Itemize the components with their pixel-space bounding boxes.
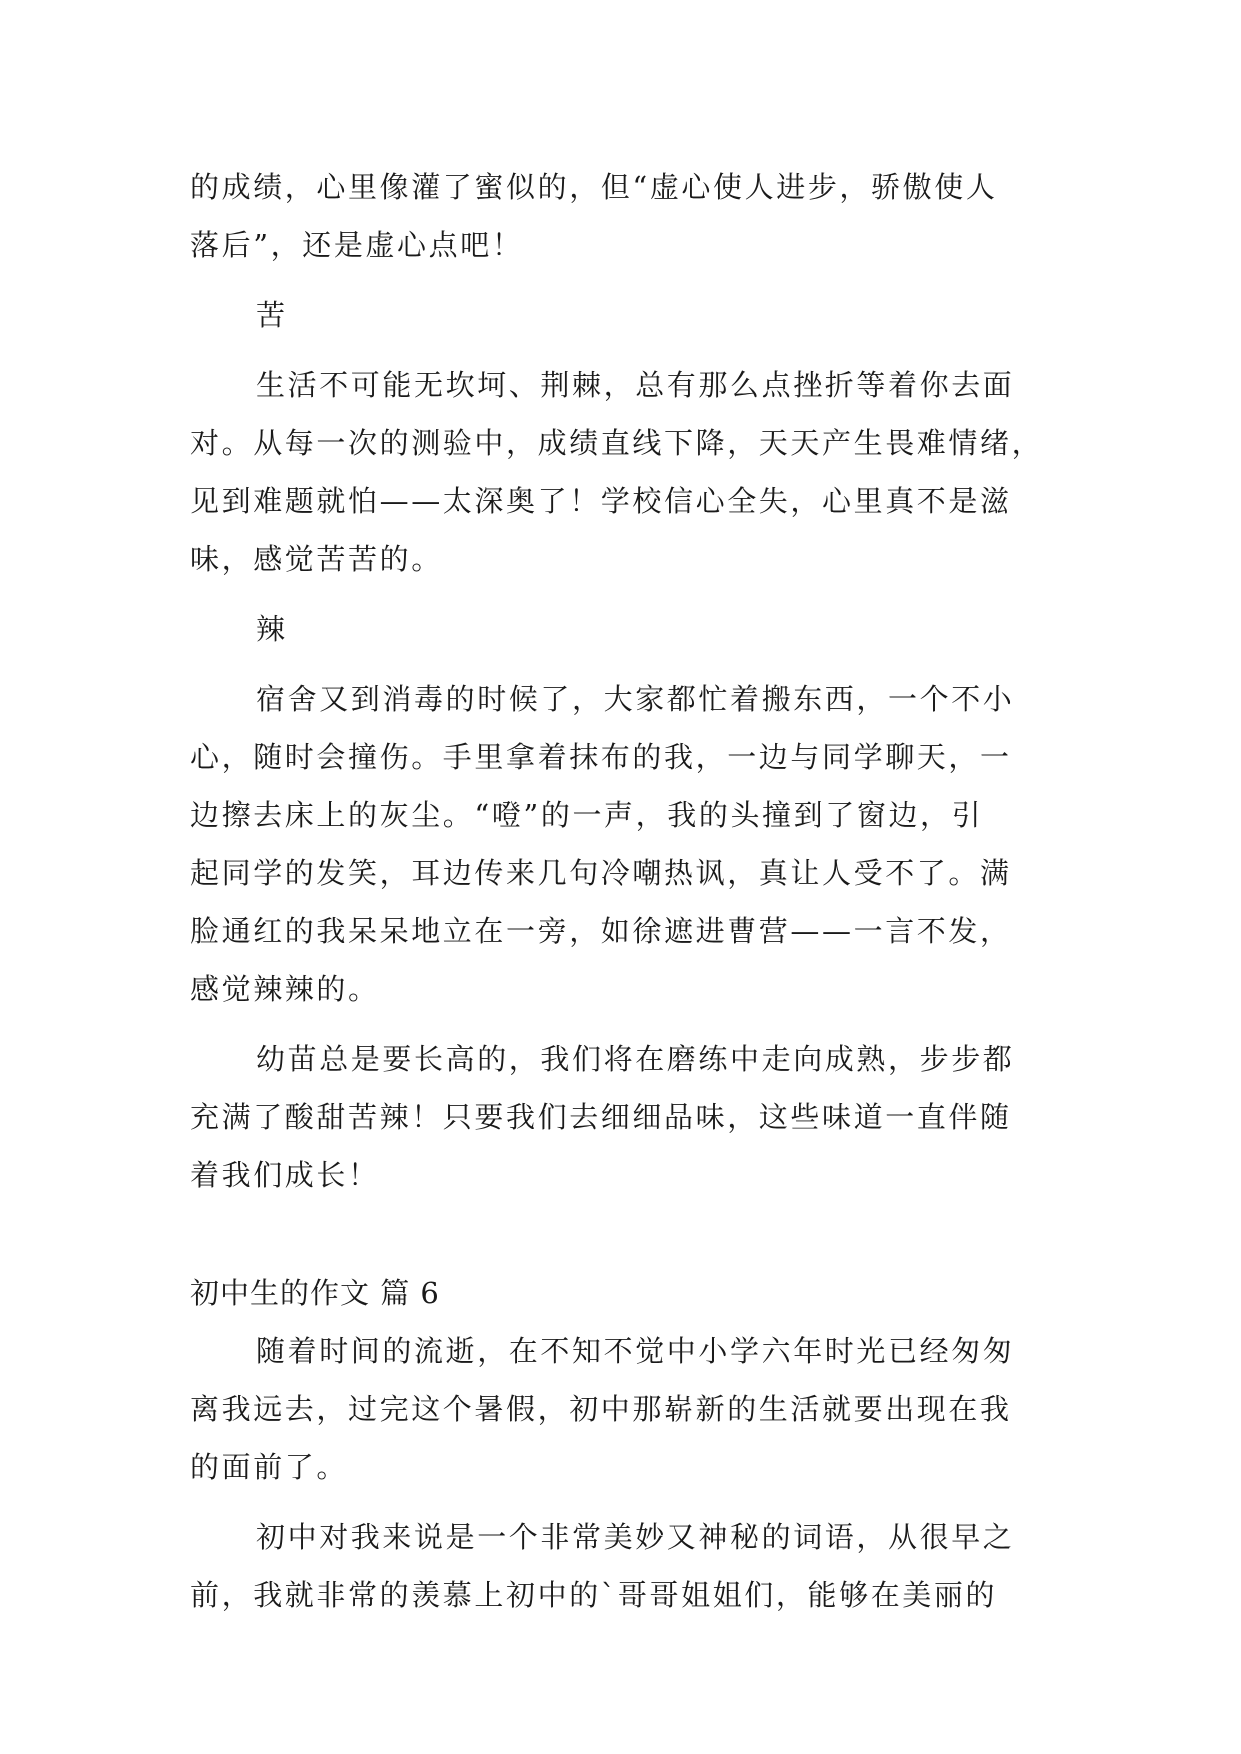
paragraph-s6-1 <box>190 1322 1050 1496</box>
text-line: 落后”，还是虚心点吧！ <box>190 228 524 262</box>
text-line: 的成绩，心里像灌了蜜似的，但“虚心使人进步，骄傲使人 <box>190 170 998 204</box>
text-line: 宿舍又到消毒的时候了，大家都忙着搬东西，一个不小 <box>256 682 1015 716</box>
essay-section-title: 初中生的作文 篇 6 <box>190 1276 440 1310</box>
text-line: 味，感觉苦苦的。 <box>190 542 443 576</box>
text-line: 边擦去床上的灰尘。“噔”的一声，我的头撞到了窗边，引 <box>190 798 984 832</box>
text-line: 生活不可能无坎坷、荆棘，总有那么点挫折等着你去面 <box>256 368 1015 402</box>
text-line: 感觉辣辣的。 <box>190 972 380 1006</box>
document-body <box>190 158 1050 1624</box>
paragraph-s6-2 <box>190 1508 1050 1624</box>
section-heading-la: 辣 <box>256 612 288 646</box>
text-line: 心，随时会撞伤。手里拿着抹布的我，一边与同学聊天，一 <box>190 740 1012 774</box>
text-line: 对。从每一次的测验中，成绩直线下降，天天产生畏难情绪， <box>190 426 1044 460</box>
text-line: 的面前了。 <box>190 1450 349 1484</box>
text-line: 充满了酸甜苦辣！只要我们去细细品味，这些味道一直伴随 <box>190 1100 1012 1134</box>
paragraph-continued <box>190 158 1050 274</box>
text-line: 见到难题就怕——太深奥了！学校信心全失，心里真不是滋 <box>190 484 1012 518</box>
text-line: 离我远去，过完这个暑假，初中那崭新的生活就要出现在我 <box>190 1392 1012 1426</box>
text-line: 着我们成长！ <box>190 1158 380 1192</box>
paragraph-ku <box>190 356 1050 588</box>
text-line: 脸通红的我呆呆地立在一旁，如徐遮进曹营——一言不发， <box>190 914 1012 948</box>
text-line: 随着时间的流逝，在不知不觉中小学六年时光已经匆匆 <box>256 1334 1015 1368</box>
text-line: 初中对我来说是一个非常美妙又神秘的词语，从很早之 <box>256 1520 1015 1554</box>
paragraph-ending <box>190 1030 1050 1204</box>
text-line: 起同学的发笑，耳边传来几句冷嘲热讽，真让人受不了。满 <box>190 856 1012 890</box>
text-line: 幼苗总是要长高的，我们将在磨练中走向成熟，步步都 <box>256 1042 1015 1076</box>
section-heading-ku: 苦 <box>256 298 288 332</box>
text-line: 前，我就非常的羡慕上初中的`哥哥姐姐们，能够在美丽的 <box>190 1578 998 1612</box>
paragraph-la <box>190 670 1050 1018</box>
